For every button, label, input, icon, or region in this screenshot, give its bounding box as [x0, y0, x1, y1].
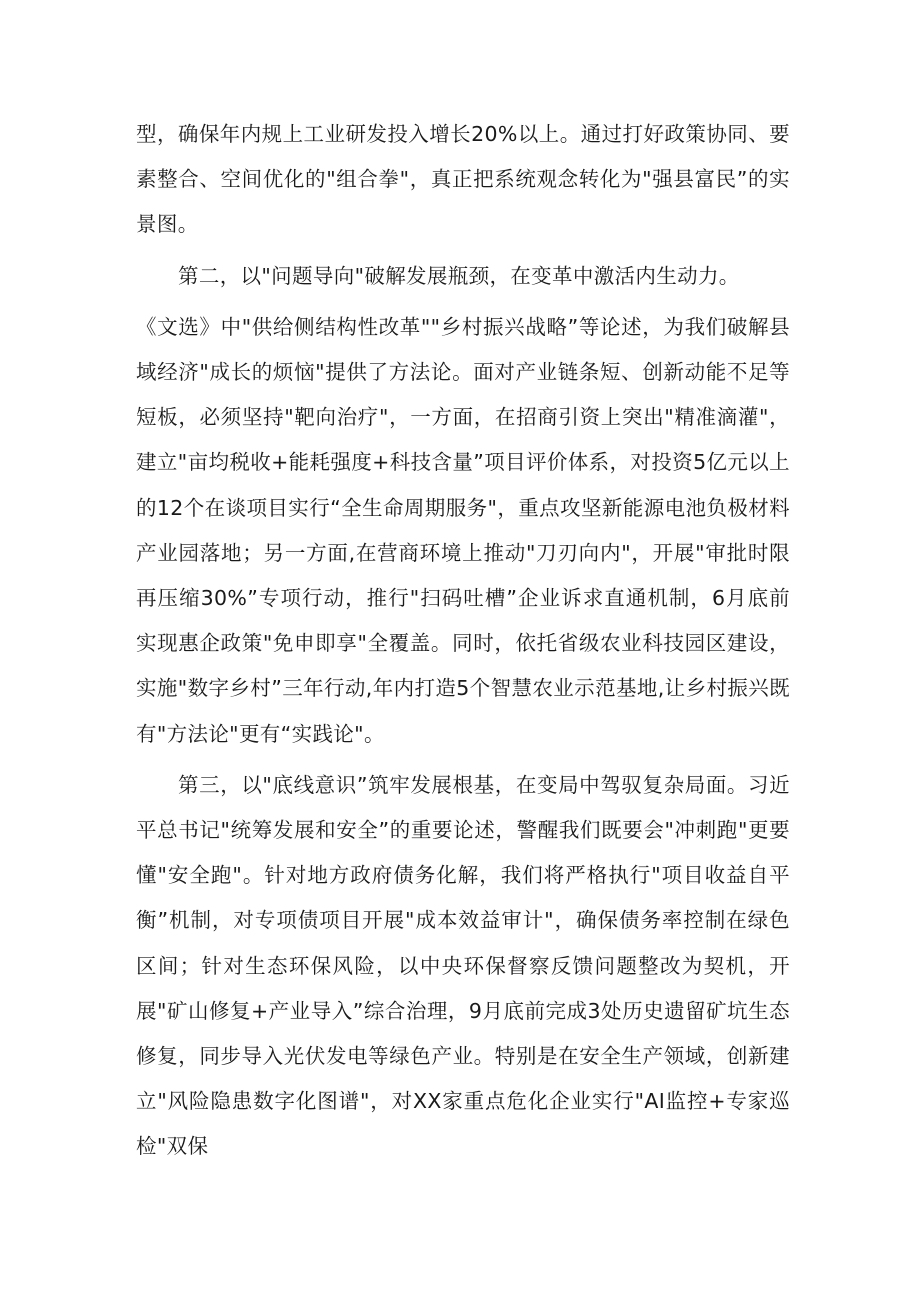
paragraph-point-three: 第三，以"底线意识”筑牢发展根基，在变局中驾驭复杂局面。习近平总书记"统筹发展和安全”的重要论述，警醒我们既要会"冲刺跑"更要懂"安全跑"。针对地方政府债务化解，我们将严格执行"项目收益自平衡”机制，对专项债项目开展"成本效益审计"，确保债务率控制在绿色区间；针对生态环保风险，以中央环保督察反馈问题整改为契机，开展"矿山修复+产业导入”综合治理，9月底前完成3处历史遗留矿坑生态修复，同步导入光伏发电等绿色产业。特别是在安全生产领域，创新建立"风险隐患数字化图谱"，对XX家重点危化企业实行"AI监控+专家巡检"双保: [136, 772, 790, 1159]
document-body: [136, 112, 790, 1176]
paragraph-point-two-body: 《文选》中"供给侧结构性改革""乡村振兴战略”等论述，为我们破解县域经济"成长的烦恼"提供了方法论。面对产业链条短、创新动能不足等短板，必须坚持"靶向治疗"，一方面，在招商引资上突出"精准滴灌"，建立"亩均税收+能耗强度+科技含量”项目评价体系，对投资5亿元以上的12个在谈项目实行“全生命周期服务"，重点攻坚新能源电池负极材料产业园落地；另一方面,在营商环境上推动"刀刃向内"，开展"审批时限再压缩30%”专项行动，推行"扫码吐槽”企业诉求直通机制，6月底前实现惠企政策"免申即享"全覆盖。同时，依托省级农业科技园区建设，实施"数字乡村”三年行动,年内打造5个智慧农业示范基地,让乡村振兴既有"方法论"更有“实践论"。: [136, 314, 790, 746]
paragraph-point-two-heading: 第二，以"问题导向"破解发展瓶颈，在变革中激活内生动力。: [178, 263, 740, 288]
paragraph-continuation: 型，确保年内规上工业研发投入增长20%以上。通过打好政策协同、要素整合、空间优化的"组合拳"，真正把系统观念转化为"强县富民”的实景图。: [136, 122, 790, 237]
